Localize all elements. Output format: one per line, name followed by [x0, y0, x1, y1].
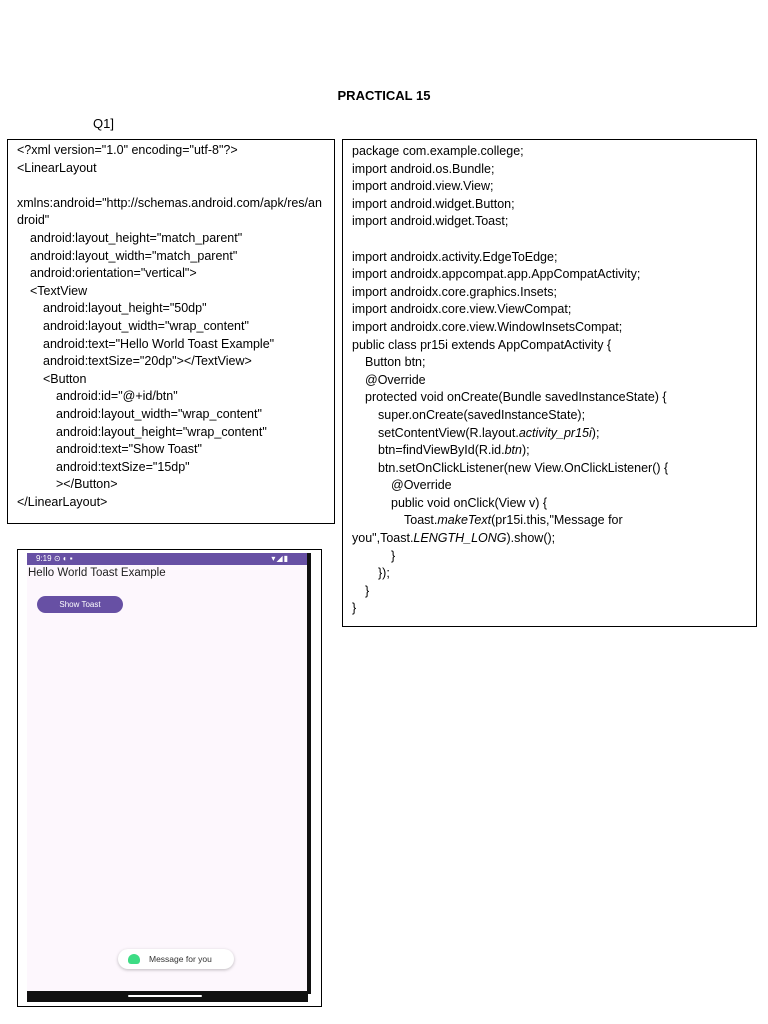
- status-time-text: 9:19: [36, 554, 52, 563]
- code-segment: btn=findViewById(R.id.: [378, 443, 505, 458]
- code-line: @Override: [391, 478, 452, 493]
- code-segment-italic: makeText: [437, 513, 492, 528]
- code-line: android:text="Show Toast": [56, 442, 202, 457]
- code-line: });: [378, 566, 390, 581]
- toast-popup: [118, 949, 234, 969]
- code-segment: ).show();: [506, 531, 556, 546]
- phone-screenshot: [17, 549, 322, 1007]
- code-line: @Override: [365, 372, 426, 387]
- code-line: android:text="Hello World Toast Example": [43, 336, 275, 351]
- toast-message: Message for you: [149, 954, 212, 964]
- code-line: import android.os.Bundle;: [352, 161, 495, 176]
- code-line: android:layout_width="wrap_content": [56, 406, 262, 421]
- code-line: import androidx.core.view.WindowInsetsCompat;: [352, 319, 623, 334]
- code-segment: Toast.: [404, 513, 438, 528]
- code-line: </LinearLayout>: [17, 494, 108, 509]
- code-segment: );: [521, 443, 530, 458]
- code-line: android:layout_width="wrap_content": [43, 318, 249, 333]
- code-line: import android.widget.Toast;: [352, 214, 509, 229]
- show-toast-button[interactable]: Show Toast: [37, 596, 123, 613]
- code-line: public void onClick(View v) {: [391, 495, 548, 510]
- code-segment-italic: LENGTH_LONG: [413, 531, 507, 546]
- code-line: android:textSize="15dp": [56, 459, 190, 474]
- code-line: import android.widget.Button;: [352, 196, 515, 211]
- status-left-icons: ⊙ ◐ ▪: [53, 554, 73, 563]
- code-line: protected void onCreate(Bundle savedInstanceState) {: [365, 390, 667, 405]
- status-time: [36, 553, 73, 565]
- code-line: <Button: [43, 371, 87, 386]
- code-segment: (pr15i.this,"Message for: [491, 513, 623, 528]
- code-line: [352, 442, 748, 460]
- code-line: ></Button>: [56, 477, 118, 492]
- code-line: [352, 530, 748, 548]
- code-line: android:layout_height="50dp": [43, 301, 207, 316]
- code-line: package com.example.college;: [352, 144, 524, 158]
- code-line: xmlns:android="http://schemas.android.com/apk/res/android": [17, 195, 322, 228]
- code-line: android:layout_height="match_parent": [30, 230, 243, 245]
- code-line: btn.setOnClickListener(new View.OnClickListener() {: [378, 460, 669, 475]
- code-segment: setContentView(R.layout.: [378, 425, 519, 440]
- code-line: import androidx.activity.EdgeToEdge;: [352, 249, 558, 264]
- android-icon: [128, 954, 140, 964]
- question-label: Q1]: [93, 116, 114, 131]
- code-line: }: [365, 583, 370, 598]
- screen-edge: [307, 553, 311, 994]
- code-segment: you",Toast.: [352, 531, 414, 546]
- code-line: android:textSize="20dp"></TextView>: [43, 354, 252, 369]
- xml-code-box: [7, 139, 335, 524]
- page-title: PRACTICAL 15: [337, 88, 431, 103]
- code-line: Button btn;: [365, 355, 426, 370]
- code-segment-italic: activity_pr15i: [518, 425, 592, 440]
- code-line: import androidx.core.view.ViewCompat;: [352, 302, 572, 317]
- code-segment: );: [591, 425, 600, 440]
- app-textview: Hello World Toast Example: [28, 567, 166, 579]
- code-line: <TextView: [30, 283, 88, 298]
- status-icons: ▾◢▮: [271, 554, 289, 563]
- code-line: [352, 231, 748, 249]
- code-line: <?xml version="1.0" encoding="utf-8"?>: [17, 143, 238, 157]
- code-line: android:id="@+id/btn": [56, 389, 178, 404]
- code-segment-italic: btn: [504, 443, 522, 458]
- code-line: [352, 425, 748, 443]
- phone-screen: [27, 553, 311, 994]
- code-line: super.onCreate(savedInstanceState);: [378, 407, 586, 422]
- code-line: import androidx.appcompat.app.AppCompatActivity;: [352, 267, 641, 282]
- home-gesture-pill[interactable]: [128, 995, 202, 997]
- code-line: android:layout_width="match_parent": [30, 248, 238, 263]
- navigation-bar: [27, 991, 308, 1002]
- code-line: import androidx.core.graphics.Insets;: [352, 284, 557, 299]
- code-line: }: [391, 548, 396, 563]
- status-bar: [27, 553, 311, 565]
- code-line: <LinearLayout: [17, 160, 97, 175]
- code-line: [352, 512, 748, 530]
- code-line: public class pr15i extends AppCompatActivity {: [352, 337, 612, 352]
- code-line: import android.view.View;: [352, 179, 494, 194]
- code-line: }: [352, 601, 357, 616]
- code-line: [17, 177, 326, 195]
- code-line: android:layout_height="wrap_content": [56, 424, 267, 439]
- code-line: android:orientation="vertical">: [30, 266, 197, 281]
- java-code-box: [342, 139, 757, 627]
